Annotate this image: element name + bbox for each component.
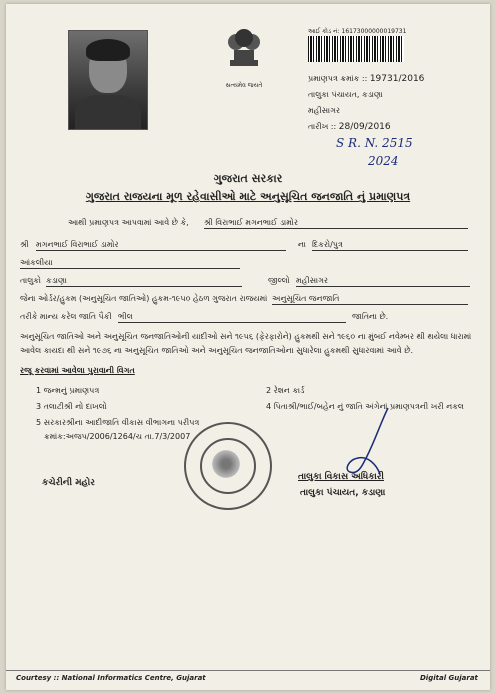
intro-text: આથી પ્રમાણપત્ર આપવામાં આવે છે કે, xyxy=(68,218,189,227)
handwritten-serial: S R. N. 2515 xyxy=(336,136,413,150)
person-name: શ્રી વિરાભાઈ મગનભાઈ ડામોર xyxy=(204,218,468,229)
father-name: મગનભાઈ વિરાભાઈ ડામોર xyxy=(36,240,286,251)
handwritten-number: 2024 xyxy=(368,154,399,168)
evidence-item: 1 જન્મનું પ્રમાણપત્ર xyxy=(36,386,100,395)
caste-label: તરીકે માન્ય કરેલ જાતિ પૈકી xyxy=(20,312,112,321)
barcode-number: આઈ કોડ નં: 16173000000019731 xyxy=(308,28,407,35)
order-text: જેના ઓર્ડર/હુકમ (અનુસૂચિત જાતિઓ) હુકમ-૧૯૫૦ હેઠળ ગુજરાત રાજયમાં xyxy=(20,294,268,303)
evidence-item: 3 તલાટીશ્રી નો દાખલો xyxy=(36,402,107,411)
certificate-number: 19731/2016 xyxy=(369,74,425,84)
evidence-item: 5 સરકારશ્રીના આદીજાતિ વીકાસ વીભાગના પરીપત્ર xyxy=(36,418,200,427)
relation-label: ના xyxy=(298,240,306,249)
government-title: ગુજરાત સરકાર xyxy=(213,172,283,185)
emblem-caption: સત્યમેવ જયતે xyxy=(225,82,263,89)
district-value: મહીસાગર xyxy=(296,276,470,287)
evidence-item: ક્રમાંક:અજપ/2006/1264/ચ તા.7/3/2007 xyxy=(44,432,191,441)
village-value: આંકલીયા xyxy=(20,258,240,269)
issue-date: 28/09/2016 xyxy=(338,122,391,132)
signatory-title: તાલુકા વિકાસ અધિકારી xyxy=(298,472,385,482)
certificate-number-row xyxy=(308,74,424,84)
applicant-photo xyxy=(68,30,148,130)
shri-label: શ્રી xyxy=(20,240,29,249)
certificate-page xyxy=(6,4,490,690)
state-emblem-icon xyxy=(222,20,266,80)
evidence-item: 4 પિતાશ્રી/ભાઈ/બહેન નું જાતિ અંગેનાં પ્રમાણપત્રની ખરી નકલ xyxy=(266,402,464,411)
certificate-number-label: પ્રમાણપત્ર ક્રમાંક :: xyxy=(308,74,368,83)
legal-paragraph: અનુસૂચિત જાતિઓ અને અનુસૂચિત જનજાતિઓની યાદીઓ સને ૧૯૫૬ (ફેરફારોને) હુકમથી સને ૧૯૬૦ ના મુંબઈ નવેમ્બર થી થયેલા ધારામાં આવેલ કાયદા થી સને ૧૯૭૬ ના અનુસૂચિત જાતિઓ અને અનુસૂચિત જનજાતિઓના સુધારેલા હુકમથી સુધારવામાં આવે છે. xyxy=(20,332,472,355)
caste-value: ભીલ xyxy=(118,312,346,323)
signatory-office: તાલુકા પંચાયત, કડાણા xyxy=(300,488,386,498)
evidence-heading: રજૂ કરવામાં આવેલા પુરાવાની વિગત xyxy=(20,366,135,375)
office-seal xyxy=(184,422,272,510)
relation-value: દિકરો/પુત્ર xyxy=(312,240,468,251)
taluka-value: કડાણા xyxy=(46,276,242,287)
barcode xyxy=(308,36,404,62)
issue-date-label: તારીખ :: xyxy=(308,122,337,131)
taluka-label: તાલુકો xyxy=(20,276,41,285)
certificate-title: ગુજરાત રાજયના મૂળ રહેવાસીઓ માટે અનુસૂચિત જનજાતિ નું પ્રમાણપત્ર xyxy=(85,190,411,203)
evidence-item: 2 રેશન કાર્ડ xyxy=(266,386,305,395)
caste-suffix: જાતિના છે. xyxy=(352,312,389,321)
seal-caption: કચેરીની મહોર xyxy=(42,478,95,488)
issuing-office: તાલુકા પંચાયત, કડાણા xyxy=(308,90,383,99)
brand-text: Digital Gujarat xyxy=(420,674,478,682)
footer-rule xyxy=(6,670,490,671)
district-label: જીલ્લો xyxy=(268,276,290,285)
courtesy-text: Courtesy :: National Informatics Centre, Gujarat xyxy=(16,674,206,682)
issuing-district: મહીસાગર xyxy=(308,106,341,115)
issue-date-row xyxy=(308,122,391,132)
order-value: અનુસૂચિત જનજાતિ xyxy=(272,294,468,305)
